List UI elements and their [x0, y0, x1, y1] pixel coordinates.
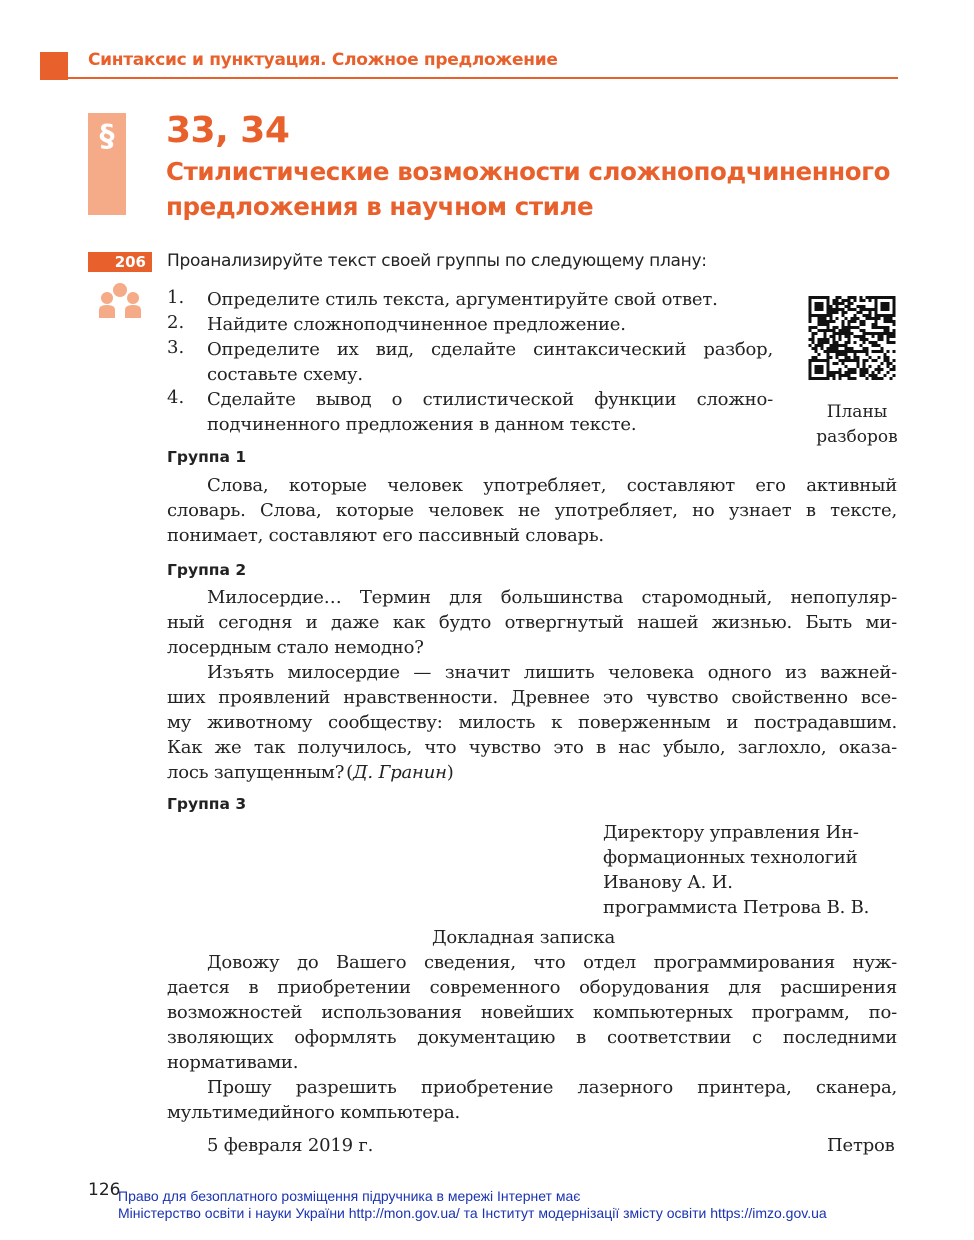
header-divider: [40, 77, 898, 79]
plan-item-line: Определите стиль текста, аргументируйте свой ответ.: [207, 289, 718, 310]
text-line: Слова, которые человек употребляет, составляют его активный: [207, 475, 897, 496]
text-line: ших проявлений нравственности. Древнее это чувство свойственно все-: [167, 687, 897, 708]
page-number: 126: [88, 1180, 121, 1200]
pair-work-icon: [98, 282, 142, 318]
exercise-instruction: Проанализируйте текст своей группы по следующему плану:: [167, 251, 707, 271]
plan-item-number: 4.: [167, 387, 185, 408]
qr-caption-line: Планы: [826, 402, 888, 422]
text-line: лосердным стало немодно?: [167, 637, 424, 658]
group-3-label: Группа 3: [167, 795, 247, 813]
exercise-number: 206: [88, 252, 152, 272]
plan-item-number: 1.: [167, 287, 185, 308]
address-line: программиста Петрова В. В.: [603, 897, 870, 918]
memo-title: Докладная записка: [432, 927, 615, 948]
text-line: Изъять милосердие — значит лишить человека одного из важней-: [207, 662, 897, 683]
text-line: ный сегодня и даже как будто отвергнутый нашей жизнью. Быть ми-: [167, 612, 897, 633]
section-title-line: Стилистические возможности сложноподчиненного: [166, 157, 891, 186]
text-line: Прошу разрешить приобретение лазерного принтера, сканера,: [207, 1077, 897, 1098]
address-line: формационных технологий: [603, 847, 858, 868]
address-line: Директору управления Ин-: [603, 822, 859, 843]
chapter-title: Синтаксис и пунктуация. Сложное предложение: [88, 50, 558, 70]
qr-caption: [812, 400, 902, 450]
text-line: словарь. Слова, которые человек не употребляет, но узнает в тексте,: [167, 500, 897, 521]
text-line: мультимедийного компьютера.: [167, 1102, 461, 1123]
text-line: лось запущенным?: [167, 762, 345, 783]
group-2-author: (Д. Гранин): [346, 762, 454, 783]
text-line: дается в приобретении современного оборудования для расширения: [167, 977, 897, 998]
plan-item-number: 3.: [167, 337, 185, 358]
plan-item-line: Найдите сложноподчиненное предложение.: [207, 314, 626, 335]
text-line: му животному сообществу: милость к поверженным и пострадавшим.: [167, 712, 897, 733]
group-2-label: Группа 2: [167, 561, 247, 579]
plan-item-number: 2.: [167, 312, 185, 333]
plan-item-line: подчиненного предложения в данном тексте.: [207, 414, 637, 435]
text-line: Довожу до Вашего сведения, что отдел программирования нуж-: [207, 952, 897, 973]
group-1-label: Группа 1: [167, 448, 247, 466]
text-line: нормативами.: [167, 1052, 299, 1073]
section-symbol: §: [88, 113, 126, 215]
plan-item-line: Сделайте вывод о стилистической функции сложно-: [207, 389, 773, 410]
footer-notice-line: Право для безоплатного розміщення підручника в мережі Інтернет має: [118, 1188, 581, 1204]
qr-code[interactable]: [808, 296, 896, 380]
text-line: понимает, составляют его пассивный словарь.: [167, 525, 604, 546]
section-number: 33, 34: [166, 110, 290, 151]
memo-date: 5 февраля 2019 г.: [207, 1135, 374, 1156]
plan-item-line: Определите их вид, сделайте синтаксический разбор,: [207, 339, 773, 360]
text-line: Как же так получилось, что чувство это в нас убыло, заглохло, оказа-: [167, 737, 897, 758]
text-line: Милосердие… Термин для большинства старомодный, непопуляр-: [207, 587, 897, 608]
qr-caption-line: разборов: [816, 427, 898, 447]
section-title-line: предложения в научном стиле: [166, 192, 594, 221]
memo-signature: Петров: [827, 1135, 895, 1156]
text-line: зволяющих оформлять документацию в соответствии с последними: [167, 1027, 897, 1048]
address-line: Иванову А. И.: [603, 872, 733, 893]
plan-item-line: составьте схему.: [207, 364, 363, 385]
header-marker: [40, 52, 68, 80]
author-name: Д. Гранин: [353, 762, 447, 783]
text-line: возможностей использования новейших компьютерных программ, по-: [167, 1002, 897, 1023]
footer-notice-line: Міністерство освіти і науки України http://mon.gov.ua/ та Інститут модернізації змісту освіти https://imzo.gov.ua: [118, 1205, 827, 1221]
